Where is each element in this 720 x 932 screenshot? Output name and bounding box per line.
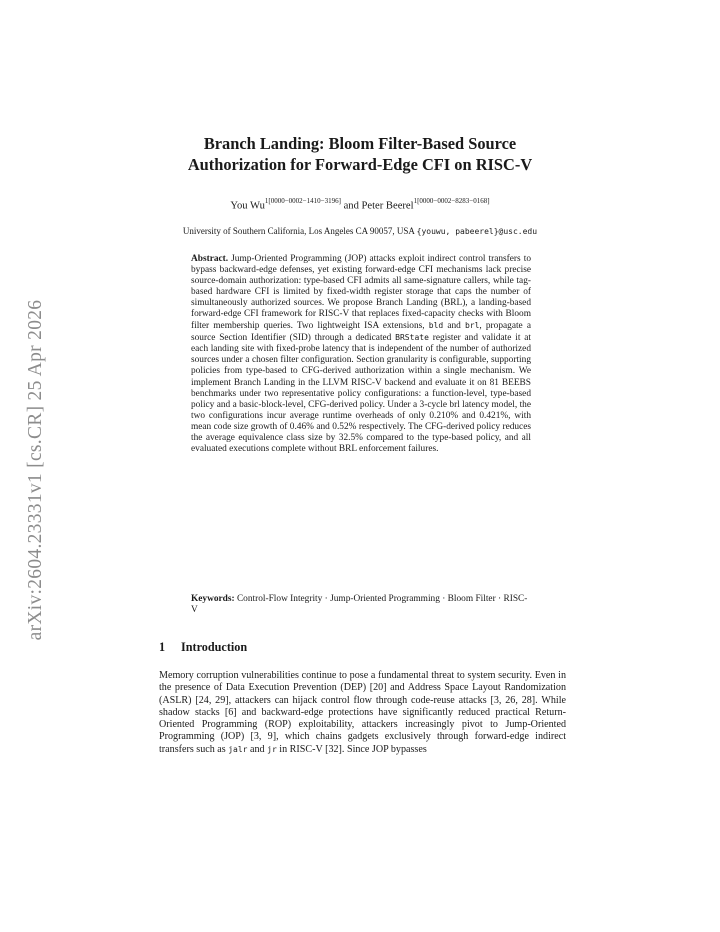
paper-title xyxy=(100,133,620,175)
author-list xyxy=(100,198,620,212)
author-conjunction: and xyxy=(340,200,362,212)
abstract-text-2: and xyxy=(443,321,465,332)
author-1-orcid: 1[0000−0002−1410−3196] xyxy=(264,197,341,205)
abstract-text-4: register and validate it at each landing site with fixed-probe latency that is independent of the number of authorized sources under a chosen filter configuration. Section granularity is configurable, supporting policies from type-based to CFG-derived authorization within a single mechanism. We implement Branch Landing in the LLVM RISC-V backend and evaluate it on 81 BEEBS benchmarks under two representative policy configurations: a function-level, type-based policy and a basic-block-level, CFG-derived policy. Under a 3-cycle brl latency model, the two configurations incur average runtime overheads of only 0.210% and 0.421%, with mean code size growth of 0.46% and 0.52% respectively. The CFG-derived policy reduces the average equivalence class size by 32.5% compared to the type-based policy, and all evaluated executions complete without BRL enforcement failures. xyxy=(191,333,531,454)
author-2-name: Peter Beerel xyxy=(361,200,414,212)
intro-text-3: in RISC-V [32]. Since JOP bypasses xyxy=(276,743,427,755)
abstract-text-3: , propagate a source Section Identifier (SID) through a dedicated xyxy=(191,321,531,344)
section-heading-introduction xyxy=(159,640,247,655)
abstract-label: Abstract. xyxy=(191,254,229,264)
affiliation-email: {youwu, pabeerel}@usc.edu xyxy=(416,227,538,236)
intro-code-jalr: jalr xyxy=(228,744,248,754)
abstract-code-brl: brl xyxy=(464,321,480,331)
abstract-text-1: Jump-Oriented Programming (JOP) attacks exploit indirect control transfers to bypass backward-edge defenses, yet existing forward-edge CFI mechanisms lack precise source-domain authorization: type-based CFI admits all same-signature callers, while tag-based hardware CFI is limited by fixed-width register storage that caps the number of simultaneously authorized sources. We propose Branch Landing (BRL), a landing-based forward-edge CFI framework for RISC-V that replaces fixed-capacity checks with Bloom filter membership queries. Two lightweight ISA extensions, xyxy=(191,254,531,332)
keywords xyxy=(191,594,531,616)
affiliation-text: University of Southern California, Los Angeles CA 90057, USA xyxy=(182,226,417,236)
abstract-code-bld: bld xyxy=(428,321,444,331)
introduction-paragraph xyxy=(159,670,566,756)
paper-title-line-2: Authorization for Forward-Edge CFI on RISC-V xyxy=(187,155,533,174)
intro-text-2: and xyxy=(247,743,268,755)
paper-title-line-1: Branch Landing: Bloom Filter-Based Source xyxy=(203,134,517,153)
arxiv-identifier-text: arXiv:2604.23331v1 [cs.CR] 25 Apr 2026 xyxy=(25,299,46,641)
keywords-text: Control-Flow Integrity · Jump-Oriented Programming · Bloom Filter · RISC-V xyxy=(191,594,528,616)
intro-text-1: Memory corruption vulnerabilities continue to pose a fundamental threat to system security. Even in the presence of Data Execution Prevention (DEP) [20] and Address Space Layout Randomization (ASLR) [24, 29], attackers can hijack control flow through code-reuse attacks [3, 26, 28]. While shadow stacks [6] and backward-edge protections have significantly reduced practical Return-Oriented Programming (ROP) exploitability, attackers increasingly pivot to Jump-Oriented Programming (JOP) [3, 9], which chains gadgets exclusively through forward-edge indirect transfers such as xyxy=(159,670,566,755)
author-2-orcid: 1[0000−0002−8283−0168] xyxy=(413,197,490,205)
author-1-name: You Wu xyxy=(230,200,265,212)
section-number: 1 xyxy=(159,640,166,654)
affiliation xyxy=(150,225,570,238)
intro-code-jr: jr xyxy=(267,744,277,754)
abstract xyxy=(191,254,531,455)
keywords-label: Keywords: xyxy=(191,594,235,604)
abstract-code-brstate: BRState xyxy=(395,333,429,343)
arxiv-identifier-stamp xyxy=(16,260,56,680)
section-title: Introduction xyxy=(181,640,248,654)
